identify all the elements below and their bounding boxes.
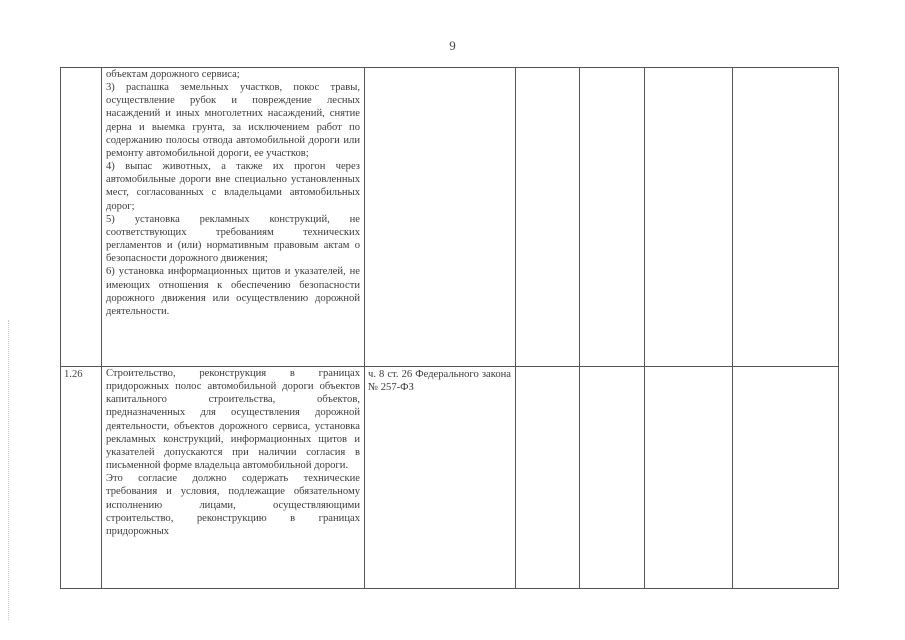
- page-number: 9: [449, 38, 456, 53]
- requirement-paragraph: 6) установка информационных щитов и указателей, не имеющих отношения к обеспечению безопасности дорожного движения или осуществлению дорожной деятельности.: [106, 266, 360, 317]
- empty-cell: [733, 367, 839, 589]
- empty-cell: [580, 367, 645, 589]
- legal-basis-cell: [365, 68, 516, 367]
- legal-basis-cell: [365, 367, 516, 589]
- row-number-cell: [61, 68, 102, 367]
- empty-cell: [733, 68, 839, 367]
- empty-cell: [645, 367, 733, 589]
- requirement-text-cell: [102, 68, 365, 367]
- requirements-table: [60, 67, 839, 589]
- legal-basis-text: ч. 8 ст. 26 Федерального закона № 257-ФЗ: [368, 369, 511, 394]
- requirement-paragraph: Строительство, реконструкция в границах придорожных полос автомобильной дороги объектов капитального строительства, объектов, предназначенных для осуществления дорожной деятельности, объектов дорожного сервиса, установка рекламных конструкций, информационных щитов и указателей допускаются при наличии согласия в письменной форме владельца автомобильной дороги.: [106, 368, 360, 472]
- table-row: [61, 68, 839, 367]
- empty-cell: [516, 367, 580, 589]
- requirement-paragraph: 3) распашка земельных участков, покос травы, осуществление рубок и повреждение лесных насаждений и иных многолетних насаждений, снятие дерна и выемка грунта, за исключением работ по содержанию полосы отвода автомобильной дороги или ремонту автомобильной дороги, ее участков;: [106, 82, 360, 159]
- requirement-text-cell: [102, 367, 365, 589]
- requirement-paragraph: 4) выпас животных, а также их прогон через автомобильные дороги вне специально установленных мест, согласованных с владельцами автомобильных дорог;: [106, 161, 360, 212]
- requirement-paragraph: 5) установка рекламных конструкций, не соответствующих требованиям технических регламентов и (или) нормативным правовым актам о безопасности дорожного движения;: [106, 213, 360, 265]
- row-number-cell: 1.26: [61, 367, 102, 589]
- table-row: [61, 367, 839, 589]
- requirement-paragraph: объектам дорожного сервиса;: [106, 69, 240, 80]
- empty-cell: [645, 68, 733, 367]
- empty-cell: [516, 68, 580, 367]
- requirement-paragraph: Это согласие должно содержать технические требования и условия, подлежащие обязательному исполнению лицами, осуществляющими строительство, реконструкцию в границах придорожных: [106, 473, 360, 537]
- scan-edge-line: [8, 320, 10, 620]
- empty-cell: [580, 68, 645, 367]
